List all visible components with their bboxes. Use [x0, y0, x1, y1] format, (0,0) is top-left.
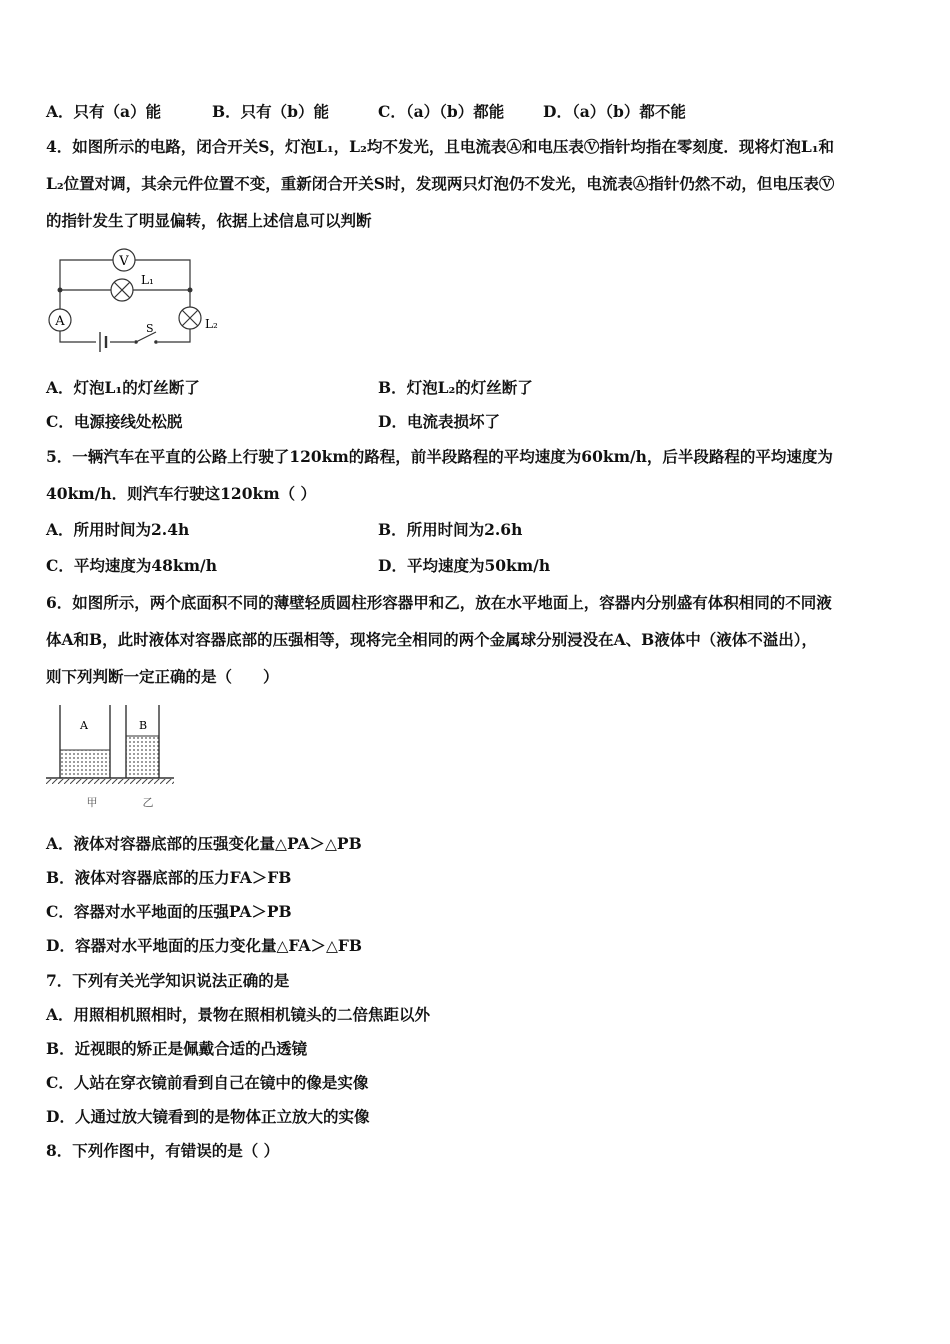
q7-option-a: A．用照相机照相时，景物在照相机镜头的二倍焦距以外: [46, 1005, 431, 1024]
q5-options-row2: [46, 556, 906, 576]
lamp-l1-label: L₁: [141, 273, 154, 287]
q3-option-c: C．（a）（b）都能: [378, 102, 505, 121]
q3-option-b: B．只有（b）能: [212, 102, 329, 121]
q7-stem: 7．下列有关光学知识说法正确的是: [46, 971, 290, 990]
q6-option-d: D．容器对水平地面的压力变化量△FA＞△FB: [46, 936, 363, 955]
q6-option-a: A．液体对容器底部的压强变化量△PA＞△PB: [46, 834, 362, 853]
q3-option-d: D．（a）（b）都不能: [543, 102, 686, 121]
q5-option-b: B．所用时间为2.6h: [378, 520, 523, 539]
battery-icon: [96, 332, 110, 352]
liquid-a: [60, 750, 110, 778]
q4-circuit-diagram: [40, 242, 240, 362]
container-a-label: A: [80, 719, 88, 732]
q4-option-a: A．灯泡L₁的灯丝断了: [46, 378, 200, 397]
q7-option-b: B．近视眼的矫正是佩戴合适的凸透镜: [46, 1039, 308, 1058]
q6-containers-diagram: [40, 700, 180, 815]
q4-stem-line1: 4．如图所示的电路，闭合开关S，灯泡L₁，L₂均不发光，且电流表Ⓐ和电压表Ⓥ指针均指在零刻度．现将灯泡L₁和: [46, 137, 835, 156]
ammeter-label: A: [55, 314, 65, 329]
ground-hatch: [46, 779, 174, 784]
q6-stem-line1: 6．如图所示，两个底面积不同的薄壁轻质圆柱形容器甲和乙，放在水平地面上，容器内分别盛有体积相同的不同液: [46, 593, 832, 612]
lamp-l2-label: L₂: [205, 317, 218, 331]
container-yi-label: 乙: [142, 796, 154, 809]
junction-left: [58, 288, 63, 293]
q3-option-a: A．只有（a）能: [46, 102, 162, 121]
q7-option-d: D．人通过放大镜看到的是物体正立放大的实像: [46, 1107, 370, 1126]
lamp-l1-icon: [111, 279, 133, 301]
liquid-b: [126, 736, 159, 778]
q5-stem-line2: 40km/h．则汽车行驶这120km（ ）: [46, 484, 317, 503]
q5-option-a: A．所用时间为2.4h: [46, 520, 190, 539]
q4-stem-line3: 的指针发生了明显偏转，依据上述信息可以判断: [46, 211, 372, 230]
q6-stem-line3: 则下列判断一定正确的是（ ）: [46, 667, 279, 686]
q5-option-d: D．平均速度为50km/h: [378, 556, 551, 575]
q4-option-c: C．电源接线处松脱: [46, 412, 183, 431]
junction-right: [188, 288, 193, 293]
q5-stem-line1: 5．一辆汽车在平直的公路上行驶了120km的路程，前半段路程的平均速度为60km/h，后半段路程的平均速度为: [46, 447, 833, 466]
switch-label: S: [146, 322, 154, 335]
q4-option-b: B．灯泡L₂的灯丝断了: [378, 378, 533, 397]
q6-stem-line2: 体A和B，此时液体对容器底部的压强相等，现将完全相同的两个金属球分别浸没在A、B液体中（液体不溢出），: [46, 630, 818, 649]
q6-option-c: C．容器对水平地面的压强PA＞PB: [46, 902, 292, 921]
q5-option-c: C．平均速度为48km/h: [46, 556, 217, 575]
container-jia: [60, 705, 110, 778]
q4-stem-line2: L₂位置对调，其余元件位置不变，重新闭合开关S时，发现两只灯泡仍不发光，电流表Ⓐ指针仍然不动，但电压表Ⓥ: [46, 174, 835, 193]
q4-option-d: D．电流表损坏了: [378, 412, 500, 431]
voltmeter-label: V: [119, 254, 129, 269]
q8-stem: 8．下列作图中，有错误的是（ ）: [46, 1141, 280, 1160]
q7-option-c: C．人站在穿衣镜前看到自己在镜中的像是实像: [46, 1073, 369, 1092]
lamp-l2-icon: [179, 307, 201, 329]
q4-options-row1: [46, 378, 906, 398]
container-yi: [126, 705, 159, 778]
container-b-label: B: [138, 719, 148, 732]
q4-options-row2: [46, 412, 906, 432]
container-jia-label: 甲: [86, 796, 98, 809]
q6-option-b: B．液体对容器底部的压力FA＞FB: [46, 868, 292, 887]
q5-options-row1: [46, 520, 906, 540]
